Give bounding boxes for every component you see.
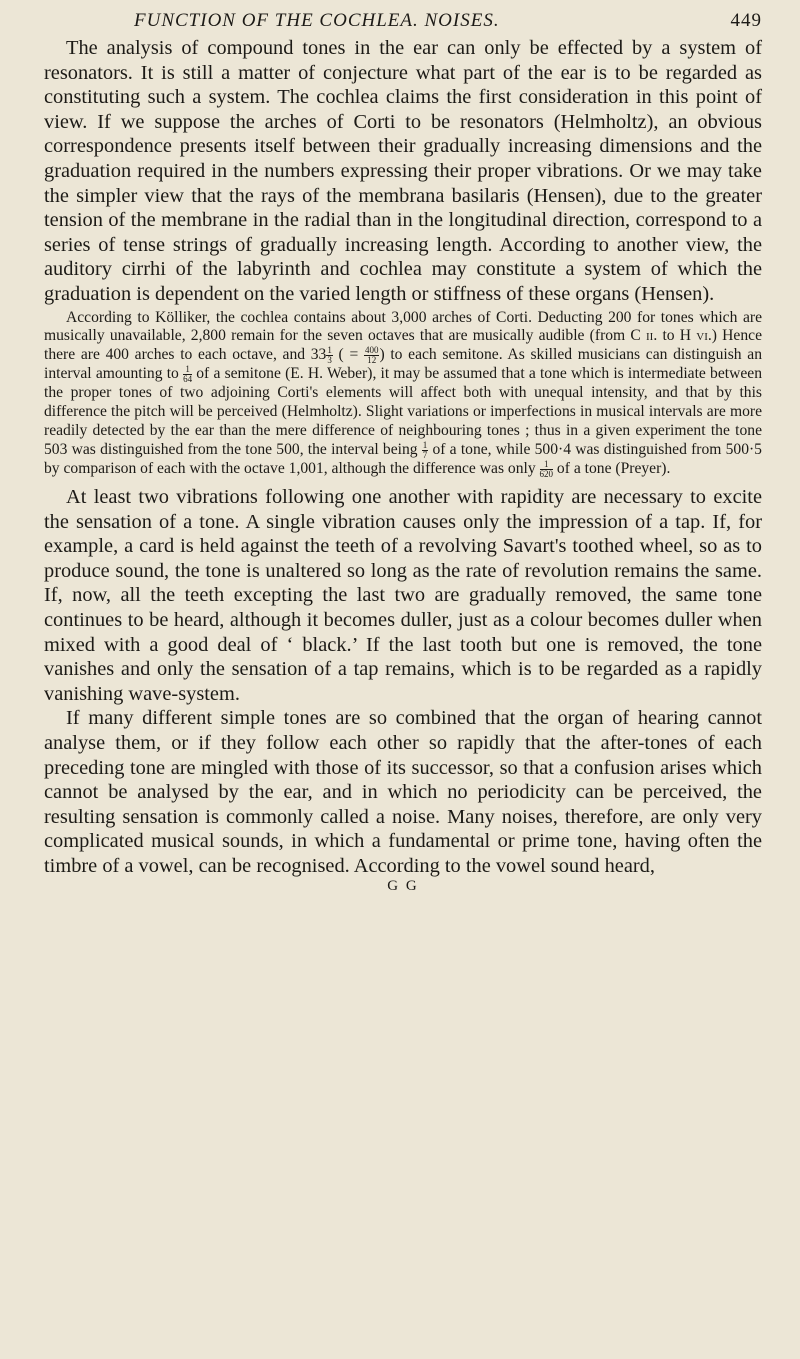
fraction-one-third: $\frac{1}{3}$	[327, 345, 332, 366]
paragraph-noise: If many different simple tones are so combined that the organ of hearing cannot analyse them, or if they follow each other so rapidly that the after-tones of each preceding tone are mingled with those of its successor, so that a confusion arises which cannot be analysed by the ear, and in which no periodicity can be perceived, the resulting sensation is commonly called a noise. Many noises, therefore, are only very complicated musical sounds, in which a fundamental or prime tone, having often the timbre of a vowel, can be recognised. According to the vowel sound heard,	[44, 707, 762, 877]
running-head	[44, 10, 762, 36]
paragraph-resonators: The analysis of compound tones in the ear can only be effected by a system of resonators. It is still a matter of conjecture what part of the ear is to be regarded as constituting such a system. The cochlea claims the first consideration in this point of view. If we suppose the arches of Corti to be resonators (Helmholtz), an obvious correspondence presents itself between their gradually increasing dimensions and the graduation required in the numbers expressing their proper vibrations. Or we may take the simpler view that the rays of the membrana basilaris (Hensen), due to the greater tension of the membrane in the radial than in the longitudinal direction, correspond to a series of tense strings of gradually increasing length. According to another view, the auditory cirrhi of the labyrinth and cochlea may constitute a system of which the graduation is dependent on the varied length or stiffness of these organs (Hensen).	[44, 37, 762, 305]
footnote-paragraph: According to Kölliker, the cochlea contains about 3,000 arches of Corti. Deducting 200 for tones which are musically unavailable, 2,800 remain for the seven octaves that are musically audible (from C ii. to H vi.) Hence there are 400 arches to each octave, and 33 $\frac{1}{3}$ ( = $\frac{400}{12}$ ) to each semitone. As skilled musicians can distinguish an interval amounting to $\frac{1}{64}$ of a semitone (E. H. Weber), it may be assumed that a tone which is intermediate between the proper tones of two adjoining Corti's elements will affect both with unequal intensity, and that by this difference the pitch will be perceived (Helmholtz). Slight variations or imperfections in musical intervals are more readily detected by the ear than the mere difference of neighbouring tones ; thus in a given experiment the tone 503 was distinguished from the tone 500, the interval being $\frac{1}{7}$ of a tone, while 500·4 was distinguished from 500·5 by comparison of each with the octave 1,001, although the difference was only $\frac{1}{620}$ of a tone (Preyer).	[44, 308, 762, 480]
fraction-1-620: $\frac{1}{620}$	[539, 459, 554, 480]
page-number: 449	[730, 10, 762, 31]
running-head-title: FUNCTION OF THE COCHLEA. NOISES.	[134, 10, 500, 31]
fraction-1-64: $\frac{1}{64}$	[183, 364, 193, 385]
book-page	[44, 10, 762, 1350]
signature-mark: G G	[387, 877, 419, 894]
fraction-400-12: $\frac{400}{12}$	[364, 345, 379, 366]
paragraph-vibrations: At least two vibrations following one another with rapidity are necessary to excite the sensation of a tone. A single vibration causes only the impression of a tap. If, for example, a card is held against the teeth of a revolving Savart's toothed wheel, so as to produce sound, the tone is unaltered so long as the rate of revolution remains the same. If, now, all the teeth excepting the last two are gradually removed, the same tone continues to be heard, although it becomes duller, just as a colour becomes duller when mixed with a good deal of ‘ black.’ If the last tooth but one is removed, the tone vanishes and only the sensation of a tap remains, which is to be regarded as a rapidly vanishing wave-system.	[44, 486, 762, 705]
fraction-1-7: $\frac{1}{7}$	[422, 440, 428, 461]
